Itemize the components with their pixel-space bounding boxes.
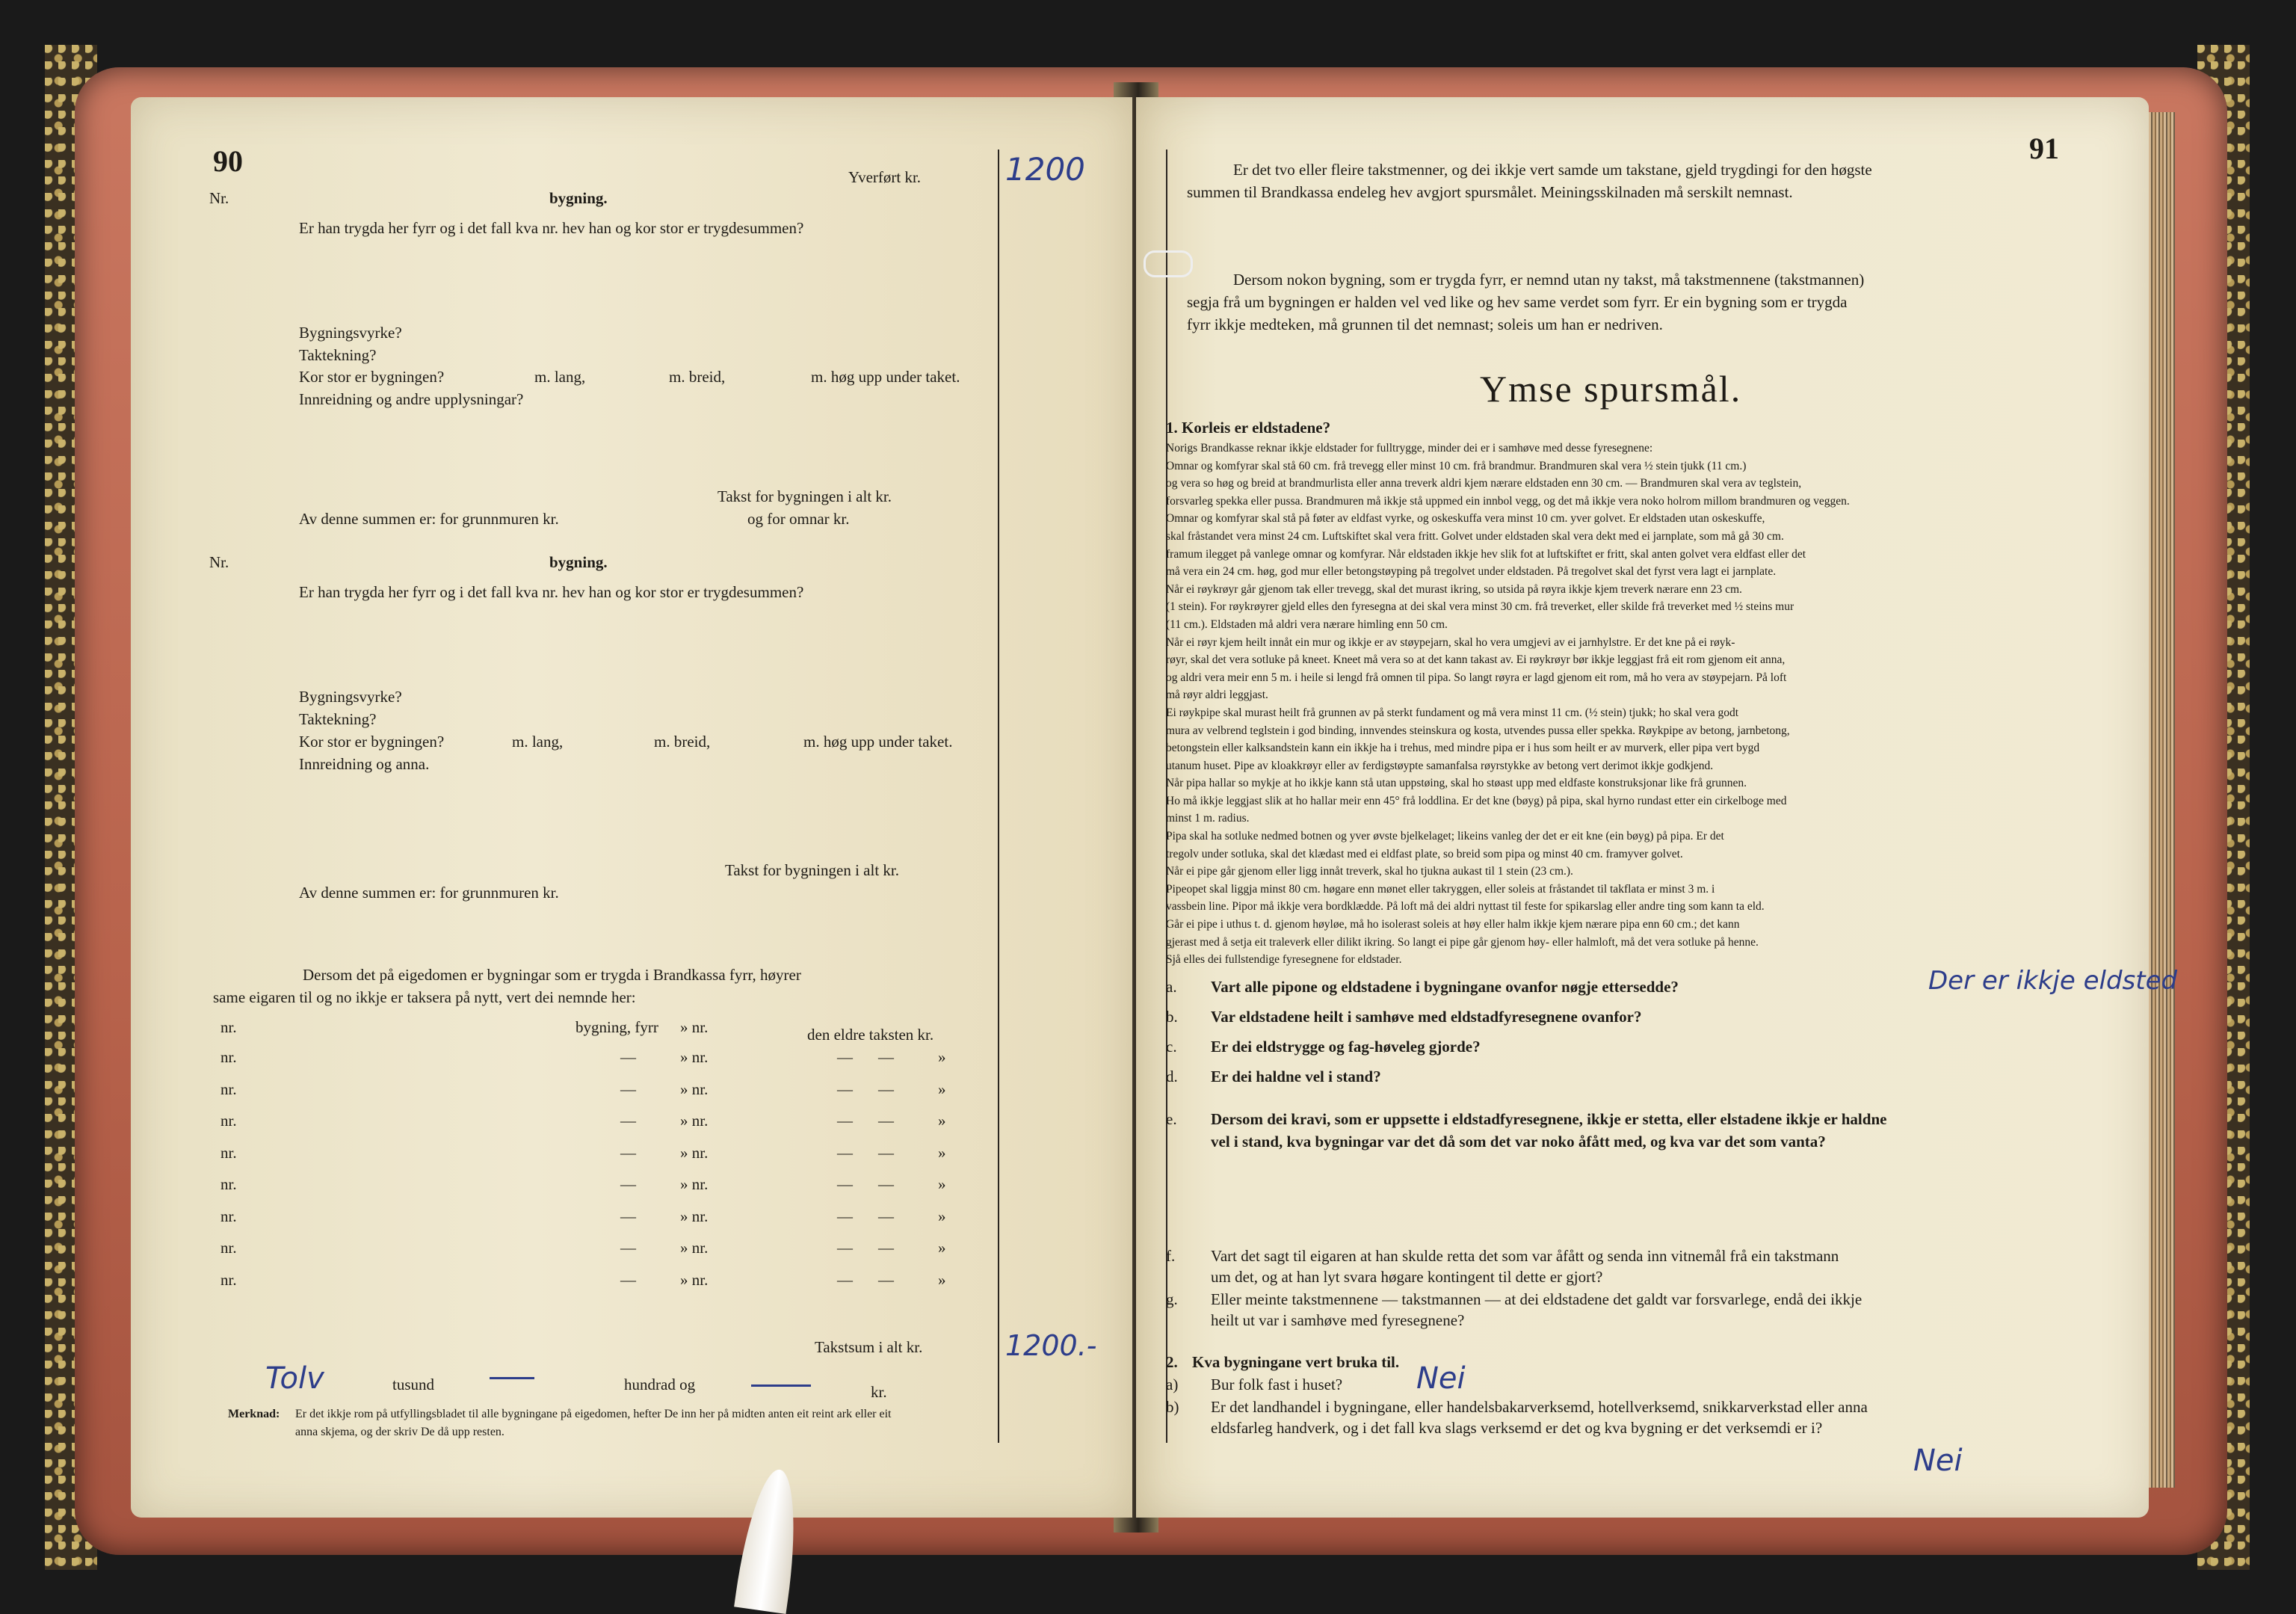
nr-label: Nr. [209,189,229,207]
q-b-letter: b. [1166,1008,1178,1026]
row-nr: nr. [220,1175,237,1193]
row-dash: — [620,1175,636,1193]
q-g-text-2: heilt ut var i samhøve med fyresegnene? [1211,1311,1465,1329]
q-f-letter: f. [1166,1247,1176,1265]
regulation-line: Sjå elles dei fullstendige fyresegnene for eldstader. [1166,953,1402,967]
regulation-line: røyr, skal det vera sotluke på kneet. Kneet må vera so at det kann takast av. Ei røykrøyr bør ikkje leggjast frå eit rom gjenom eit anna, [1166,653,1786,667]
q-g-text-1: Eller meinte takstmennene — takstmannen — at dei eldstadene det galdt var forsvarlege, endå dei ikkje [1211,1290,1863,1308]
q-2b-text-1: Er det landhandel i bygningane, eller handelsbakarverksemd, hotellverksemd, snikkarverkstad eller anna [1211,1398,1868,1416]
row-quote: » [938,1080,946,1098]
merknad-label: Merknad: [228,1408,280,1420]
regulation-line: må røyr aldri leggjast. [1166,689,1268,702]
regulation-line: betongstein eller kalksandstein kann ein ikkje ha i trehus, med mindre pipa er i hus som heilt er av murverk, eller pipa vert bygd [1166,742,1760,755]
q-2a-letter: a) [1166,1376,1179,1393]
takstsum-label: Takstsum i alt kr. [815,1338,923,1356]
regulation-line: og vera so høg og breid at brandmurlista eller anna treverk aldri kjem nærare eldstaden enn 30 cm. — Brandmuren skal vera av teglstein, [1166,477,1802,490]
q-d-letter: d. [1166,1068,1178,1085]
dersom-text-2: same eigaren til og no ikkje er taksera på nytt, vert dei nemnde her: [213,988,636,1006]
bygningsvyrke-label: Bygningsvyrke? [299,324,402,342]
row-nr: nr. [220,1239,237,1257]
regulation-line: gjerast med å setja eit traleverk eller dilikt ikring. So langt ei pipe går gjenom høy- eller halmloft, må det vera sotluke på henne. [1166,935,1759,949]
row-dash: — [878,1144,894,1162]
q-2b-answer: Nei [1913,1444,1963,1478]
regulation-line: Når ei røykrøyr går gjenom tak eller trevegg, skal det murast ikring, so utsida på røyra ikkje kjem treverk nærare enn 23 cm. [1166,582,1742,596]
question-1: 1. Korleis er eldstadene? [1166,419,1331,437]
row-dash: — [878,1239,894,1257]
row-dash: — [878,1080,894,1098]
intro-line-1: Er det tvo eller fleire takstmenner, og dei ikkje vert samde um takstane, gjeld trygdingi for den høgste [1233,161,1872,179]
row-quote: » [938,1239,946,1257]
regulation-line: mura av velbrend teglstein i god binding, innvendes steinskura og kosta, utvendes pussa eller spekka. Røykpipe av betong, jarnbetong, [1166,724,1790,737]
tolv-handwritten: Tolv [265,1361,324,1396]
regulation-line: minst 1 m. radius. [1166,812,1250,825]
q-g-letter: g. [1166,1290,1178,1308]
row-nr2: » nr. [680,1144,709,1162]
row-nr2: » nr. [680,1112,709,1130]
row-eldre: den eldre taksten kr. [807,1026,934,1044]
row-quote: » [938,1175,946,1193]
hundrad-label: hundrad og [624,1376,696,1393]
left-page [131,97,1132,1518]
dersom-text-1: Dersom det på eigedomen er bygningar som er trygda i Brandkassa fyrr, høyrer [303,966,801,984]
handwritten-dash [490,1377,534,1379]
takstsum-value: 1200.- [1005,1329,1097,1362]
regulation-line: (1 stein). For røykrøyrer gjeld elles den fyresegna at dei skal vera minst 30 cm. frå treverket, eller skilde frå treverket med ½ steins mur [1166,600,1794,614]
row-nr: nr. [220,1080,237,1098]
row-nr: nr. [220,1144,237,1162]
bygning-label-2: bygning. [549,553,608,571]
trygda-question: Er han trygda her fyrr og i det fall kva nr. hev han og kor stor er trygdesummen? [299,219,804,237]
row-quote: » [938,1048,946,1066]
row-dash: — [837,1112,853,1130]
row-dash: — [878,1271,894,1289]
row-dash: — [878,1175,894,1193]
bygningsvyrke-label-2: Bygningsvyrke? [299,688,402,706]
row-nr2: » nr. [680,1175,709,1193]
merknad-text-1: Er det ikkje rom på utfyllingsbladet til alle bygningane på eigedomen, hefter De inn her på midten anten eit reint ark eller eit [295,1408,892,1420]
m-hog-label-2: m. høg upp under taket. [803,733,953,751]
regulation-line: vassbein line. Pipor må ikkje vera bordklædde. På loft må dei aldri nyttast til feste for spikarslag eller andre ting som kann ta eld. [1166,900,1765,914]
q-2-text: Kva bygningane vert bruka til. [1192,1353,1400,1371]
row-nr2: » nr. [680,1239,709,1257]
q-c-letter: c. [1166,1038,1177,1056]
regulation-line: må vera ein 24 cm. høg, god mur eller betongstøyping på tregolvet under eldstaden. På tregolvet skal det fyrst vera lagt ei jarnplate. [1166,565,1777,579]
row-dash: — [620,1144,636,1162]
row-dash: — [837,1048,853,1066]
row-quote: » [938,1112,946,1130]
regulation-line: Når ei pipe går gjenom eller ligg innåt treverk, skal ho tjukna aukast til 1 stein (23 cm.). [1166,865,1573,878]
regulation-line: Ei røykpipe skal murast heilt frå grunnen av på sterkt fundament og må vera minst 11 cm. (½ stein) tjukk; ho skal vera godt [1166,706,1739,719]
row-nr: nr. [220,1018,237,1036]
page-number: 90 [213,144,243,178]
column-rule [998,150,999,1443]
regulation-line: (11 cm.). Eldstaden må aldri vera nærare himling enn 50 cm. [1166,617,1448,631]
q-2b-text-2: eldsfarleg handverk, og i det fall kva slags verksemd er det og kva bygning er det verksemdi er i? [1211,1419,1823,1437]
row-dash: — [620,1048,636,1066]
m-hog-label: m. høg upp under taket. [811,368,960,386]
takst-label: Takst for bygningen i alt kr. [718,487,892,505]
row-nr2: » nr. [680,1207,709,1225]
kor-stor-label-2: Kor stor er bygningen? [299,733,445,751]
taktekning-label: Taktekning? [299,346,377,364]
handwritten-dash [751,1384,811,1387]
kor-stor-label: Kor stor er bygningen? [299,368,445,386]
yverfort-label: Yverført kr. [848,168,922,186]
row-dash: — [620,1239,636,1257]
row-quote: » [938,1144,946,1162]
para2-line-3: fyrr ikkje medteken, må grunnen til det nemnast; soleis um han er nedriven. [1187,315,1663,333]
m-breid-label: m. breid, [669,368,726,386]
innreidning-label: Innreidning og andre upplysningar? [299,390,524,408]
for-omnar-label: og for omnar kr. [747,510,850,528]
innreidning-label-2: Innreidning og anna. [299,755,430,773]
row-quote: » [938,1271,946,1289]
kr-label: kr. [871,1383,887,1401]
tusund-label: tusund [392,1376,435,1393]
av-denne-label: Av denne summen er: for grunnmuren kr. [299,510,559,528]
row-nr: nr. [220,1112,237,1130]
row-quote: » [938,1207,946,1225]
q-c-text: Er dei eldstrygge og fag-høveleg gjorde? [1211,1038,1481,1056]
regulation-line: forsvarleg spekka eller pussa. Brandmuren må ikkje stå uppmed ein innbol vegg, og det må ikkje vera noko holrom millom brandmuren og veggen. [1166,494,1850,508]
row-nr: nr. [220,1271,237,1289]
right-page [1136,97,2178,1518]
fire-regulations-text [1166,440,2130,969]
regulation-line: tregolv under sotluka, skal det klædast med ei eldfast plate, so breid som pipa og minst 40 cm. framyver golvet. [1166,847,1683,860]
row-nr2: » nr. [680,1080,709,1098]
bygning-label: bygning. [549,189,608,207]
regulation-line: Når ei røyr kjem heilt innåt ein mur og ikkje er av støypejarn, skal ho vera umgjevi av ei jarnhylstre. Er det kne på ei røyk- [1166,635,1735,649]
row-dash: — [878,1207,894,1225]
row-dash: — [837,1239,853,1257]
merknad-text-2: anna skjema, og der skriv De då upp resten. [295,1426,504,1438]
binding-string [1144,250,1193,277]
section-heading: Ymse spursmål. [1480,368,1742,410]
q-b-text: Var eldstadene heilt i samhøve med eldstadfyresegnene ovanfor? [1211,1008,1642,1026]
row-dash: — [878,1112,894,1130]
q-2a-text: Bur folk fast i huset? [1211,1376,1343,1393]
q-e-text-2: vel i stand, kva bygningar var det då som det var noko åfått med, og kva var det som vanta? [1211,1133,1826,1151]
q-d-text: Er dei haldne vel i stand? [1211,1068,1381,1085]
row-dash: — [878,1048,894,1066]
row-dash: — [837,1080,853,1098]
q-a-text: Vart alle pipone og eldstadene i bygningane ovanfor nøgje ettersedde? [1211,978,1679,996]
yverfort-value: 1200 [1005,151,1085,188]
para2-line-1: Dersom nokon bygning, som er trygda fyrr, er nemnd utan ny takst, må takstmennene (takstmannen) [1233,271,1865,289]
q-2b-letter: b) [1166,1398,1179,1416]
takst-label-2: Takst for bygningen i alt kr. [725,861,899,879]
regulation-line: Når pipa hallar so mykje at ho ikkje kann stå utan uppstøing, skal ho støast upp med eldfaste konstruksjonar like frå grunnen. [1166,777,1747,790]
row-dash: — [837,1207,853,1225]
regulation-line: Omnar og komfyrar skal stå 60 cm. frå trevegg eller minst 10 cm. frå brandmur. Brandmuren skal vera ½ stein tjukk (11 cm.) [1166,459,1747,472]
trygda-question-2: Er han trygda her fyrr og i det fall kva nr. hev han og kor stor er trygdesummen? [299,583,804,601]
intro-line-2: summen til Brandkassa endeleg hev avgjort spursmålet. Meiningsskilnaden må serskilt nemnast. [1187,183,1793,201]
row-nr: nr. [220,1048,237,1066]
q-f-text-2: um det, og at han lyt svara høgare kontingent til dette er gjort? [1211,1268,1603,1286]
q-e-letter: e. [1166,1110,1177,1128]
q-f-text-1: Vart det sagt til eigaren at han skulde retta det som var åfått og senda inn vitnemål frå ein takstmann [1211,1247,1839,1265]
row-nr: nr. [220,1207,237,1225]
q-a-letter: a. [1166,978,1177,996]
page-number: 91 [2029,132,2059,165]
regulation-line: Pipeopet skal liggja minst 80 cm. høgare enn mønet eller takryggen, eller soleis at fråstandet til takflata er minst 3 m. i [1166,882,1715,896]
q-2a-answer: Nei [1416,1361,1466,1396]
regulation-line: og aldri vera meir enn 5 m. i heile si lengd frå omnen til pipa. So langt røyra er lagd gjenom eit rom, må ho vera av støypejarn. På loft [1166,671,1787,684]
row-dash: — [620,1207,636,1225]
row-dash: — [837,1175,853,1193]
regulation-line: Omnar og komfyrar skal stå på føter av eldfast vyrke, og oskeskuffa vera minst 10 cm. yver golvet. Er eldstaden utan oskeskuffe, [1166,512,1765,526]
nr-label-2: Nr. [209,553,229,571]
m-lang-label-2: m. lang, [512,733,564,751]
row-nr2: » nr. [680,1271,709,1289]
m-breid-label-2: m. breid, [654,733,711,751]
regulation-line: Norigs Brandkasse reknar ikkje eldstader for fulltrygge, minder dei er i samhøve med desse fyresegnene: [1166,442,1653,455]
regulation-line: Ho må ikkje leggjast slik at ho hallar meir enn 45° frå loddlina. Er det kne (bøyg) på pipa, skal hyrno rundast etter ein cirkelboge med [1166,794,1787,807]
regulation-line: Pipa skal ha sotluke nedmed botnen og yver øvste bjelkelaget; likeins vanleg der det er eit kne (ein bøyg) på pipa. Er det [1166,830,1724,843]
av-denne-label-2: Av denne summen er: for grunnmuren kr. [299,884,559,902]
m-lang-label: m. lang, [534,368,586,386]
row-dash: — [620,1271,636,1289]
regulation-line: skal fråstandet vera minst 24 cm. Luftskiftet skal vera fritt. Golvet under eldstaden skal vera dekt med ei jarnplate, som må gå 30 cm. [1166,529,1784,543]
q-a-answer: Der er ikkje eldsted [1928,966,2178,996]
regulation-line: framum ilegget på vanlege omnar og komfyrar. Når eldstaden ikkje hev slik fot at luftskiftet er fritt, skal anten golvet vera eldfast eller det [1166,547,1806,561]
q-2-number: 2. [1166,1353,1178,1371]
taktekning-label-2: Taktekning? [299,710,377,728]
row-nr2: » nr. [680,1018,709,1036]
row-dash: — [837,1271,853,1289]
row-dash: — [620,1112,636,1130]
row-dash: — [620,1080,636,1098]
regulation-line: Går ei pipe i uthus t. d. gjenom høyløe, må ho isolerast soleis at høy eller halm ikkje kjem nærare pipa enn 60 cm.; det kann [1166,918,1740,931]
para2-line-2: segja frå um bygningen er halden vel ved like og hev same verdet som fyrr. Er ein bygning som er trygda [1187,293,1848,311]
row-dash: — [837,1144,853,1162]
row-bygning: bygning, fyrr [575,1018,658,1036]
row-nr2: » nr. [680,1048,709,1066]
q-e-text-1: Dersom dei kravi, som er uppsette i eldstadfyresegnene, ikkje er stetta, eller elstadene ikkje er haldne [1211,1110,1887,1128]
regulation-line: utanum huset. Pipe av kloakkrøyr eller av ferdigstøypte samanfalsa røyrstykke av betong vert derimot ikkje godkjend. [1166,759,1714,772]
